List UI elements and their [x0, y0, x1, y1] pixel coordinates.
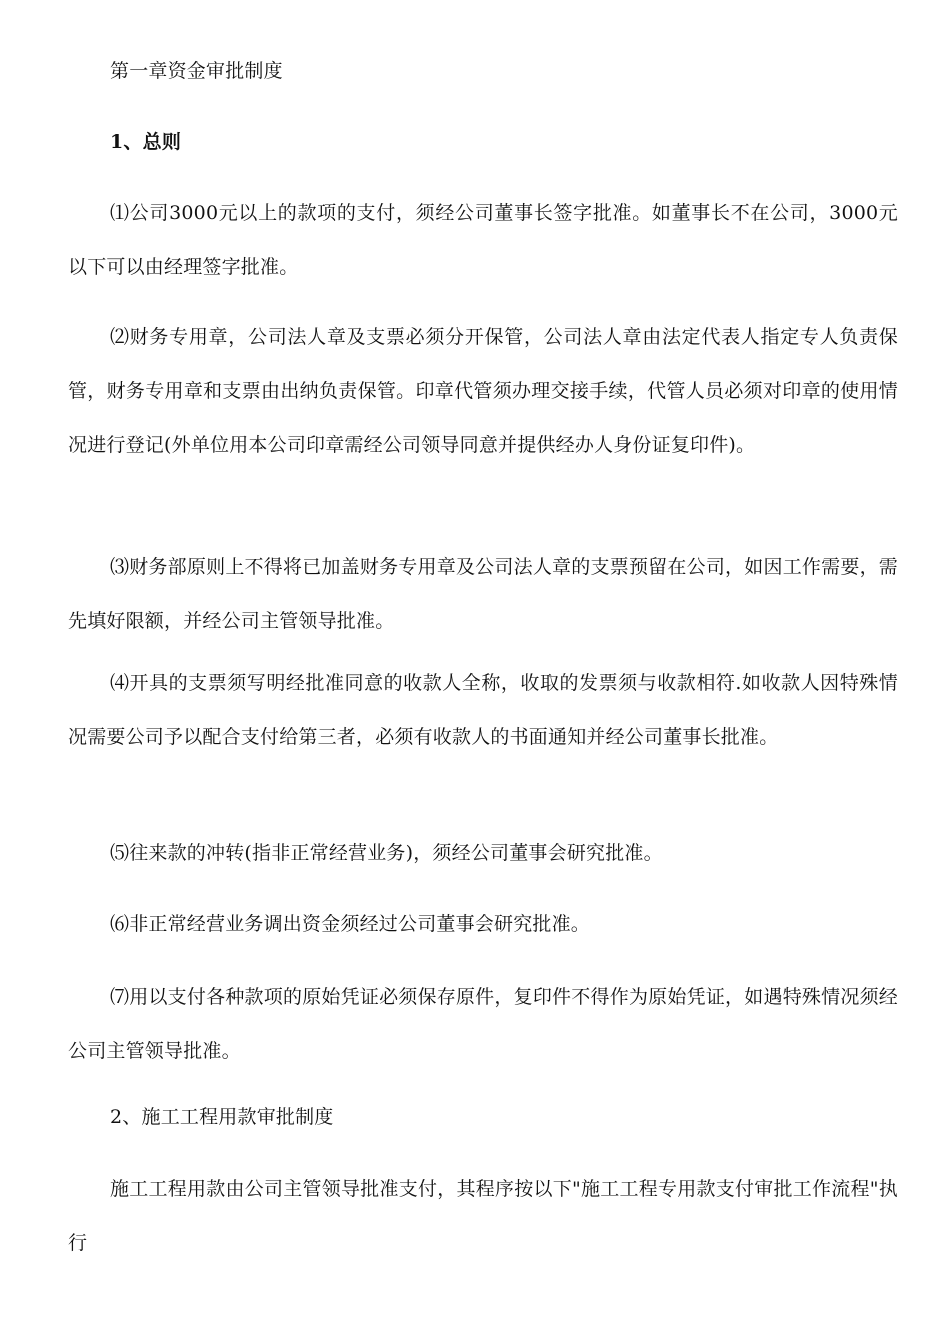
section-heading-general: 1、总则: [110, 131, 182, 153]
rule-item-1: ⑴公司3000元以上的款项的支付，须经公司董事长签字批准。如董事长不在公司，3000元以下可以由经理签字批准。: [68, 202, 898, 278]
construction-payment-paragraph: 施工工程用款由公司主管领导批准支付，其程序按以下"施工工程专用款支付审批工作流程"执行: [68, 1178, 898, 1254]
rule-item-6: ⑹非正常经营业务调出资金须经过公司董事会研究批准。: [110, 913, 591, 935]
chapter-title: 第一章资金审批制度: [110, 60, 283, 82]
rule-item-2: ⑵财务专用章，公司法人章及支票必须分开保管，公司法人章由法定代表人指定专人负责保管，财务专用章和支票由出纳负责保管。印章代管须办理交接手续，代管人员必须对印章的使用情况进行登记(外单位用本公司印章需经公司领导同意并提供经办人身份证复印件)。: [68, 326, 898, 456]
rule-item-3: ⑶财务部原则上不得将已加盖财务专用章及公司法人章的支票预留在公司，如因工作需要，需先填好限额，并经公司主管领导批准。: [68, 556, 898, 632]
section-heading-construction: 2、施工工程用款审批制度: [110, 1106, 334, 1128]
rule-item-4: ⑷开具的支票须写明经批准同意的收款人全称，收取的发票须与收款相符.如收款人因特殊情况需要公司予以配合支付给第三者，必须有收款人的书面通知并经公司董事长批准。: [68, 672, 898, 748]
rule-item-7: ⑺用以支付各种款项的原始凭证必须保存原件，复印件不得作为原始凭证，如遇特殊情况须经公司主管领导批准。: [68, 986, 898, 1062]
rule-item-5: ⑸往来款的冲转(指非正常经营业务)，须经公司董事会研究批准。: [110, 842, 663, 864]
